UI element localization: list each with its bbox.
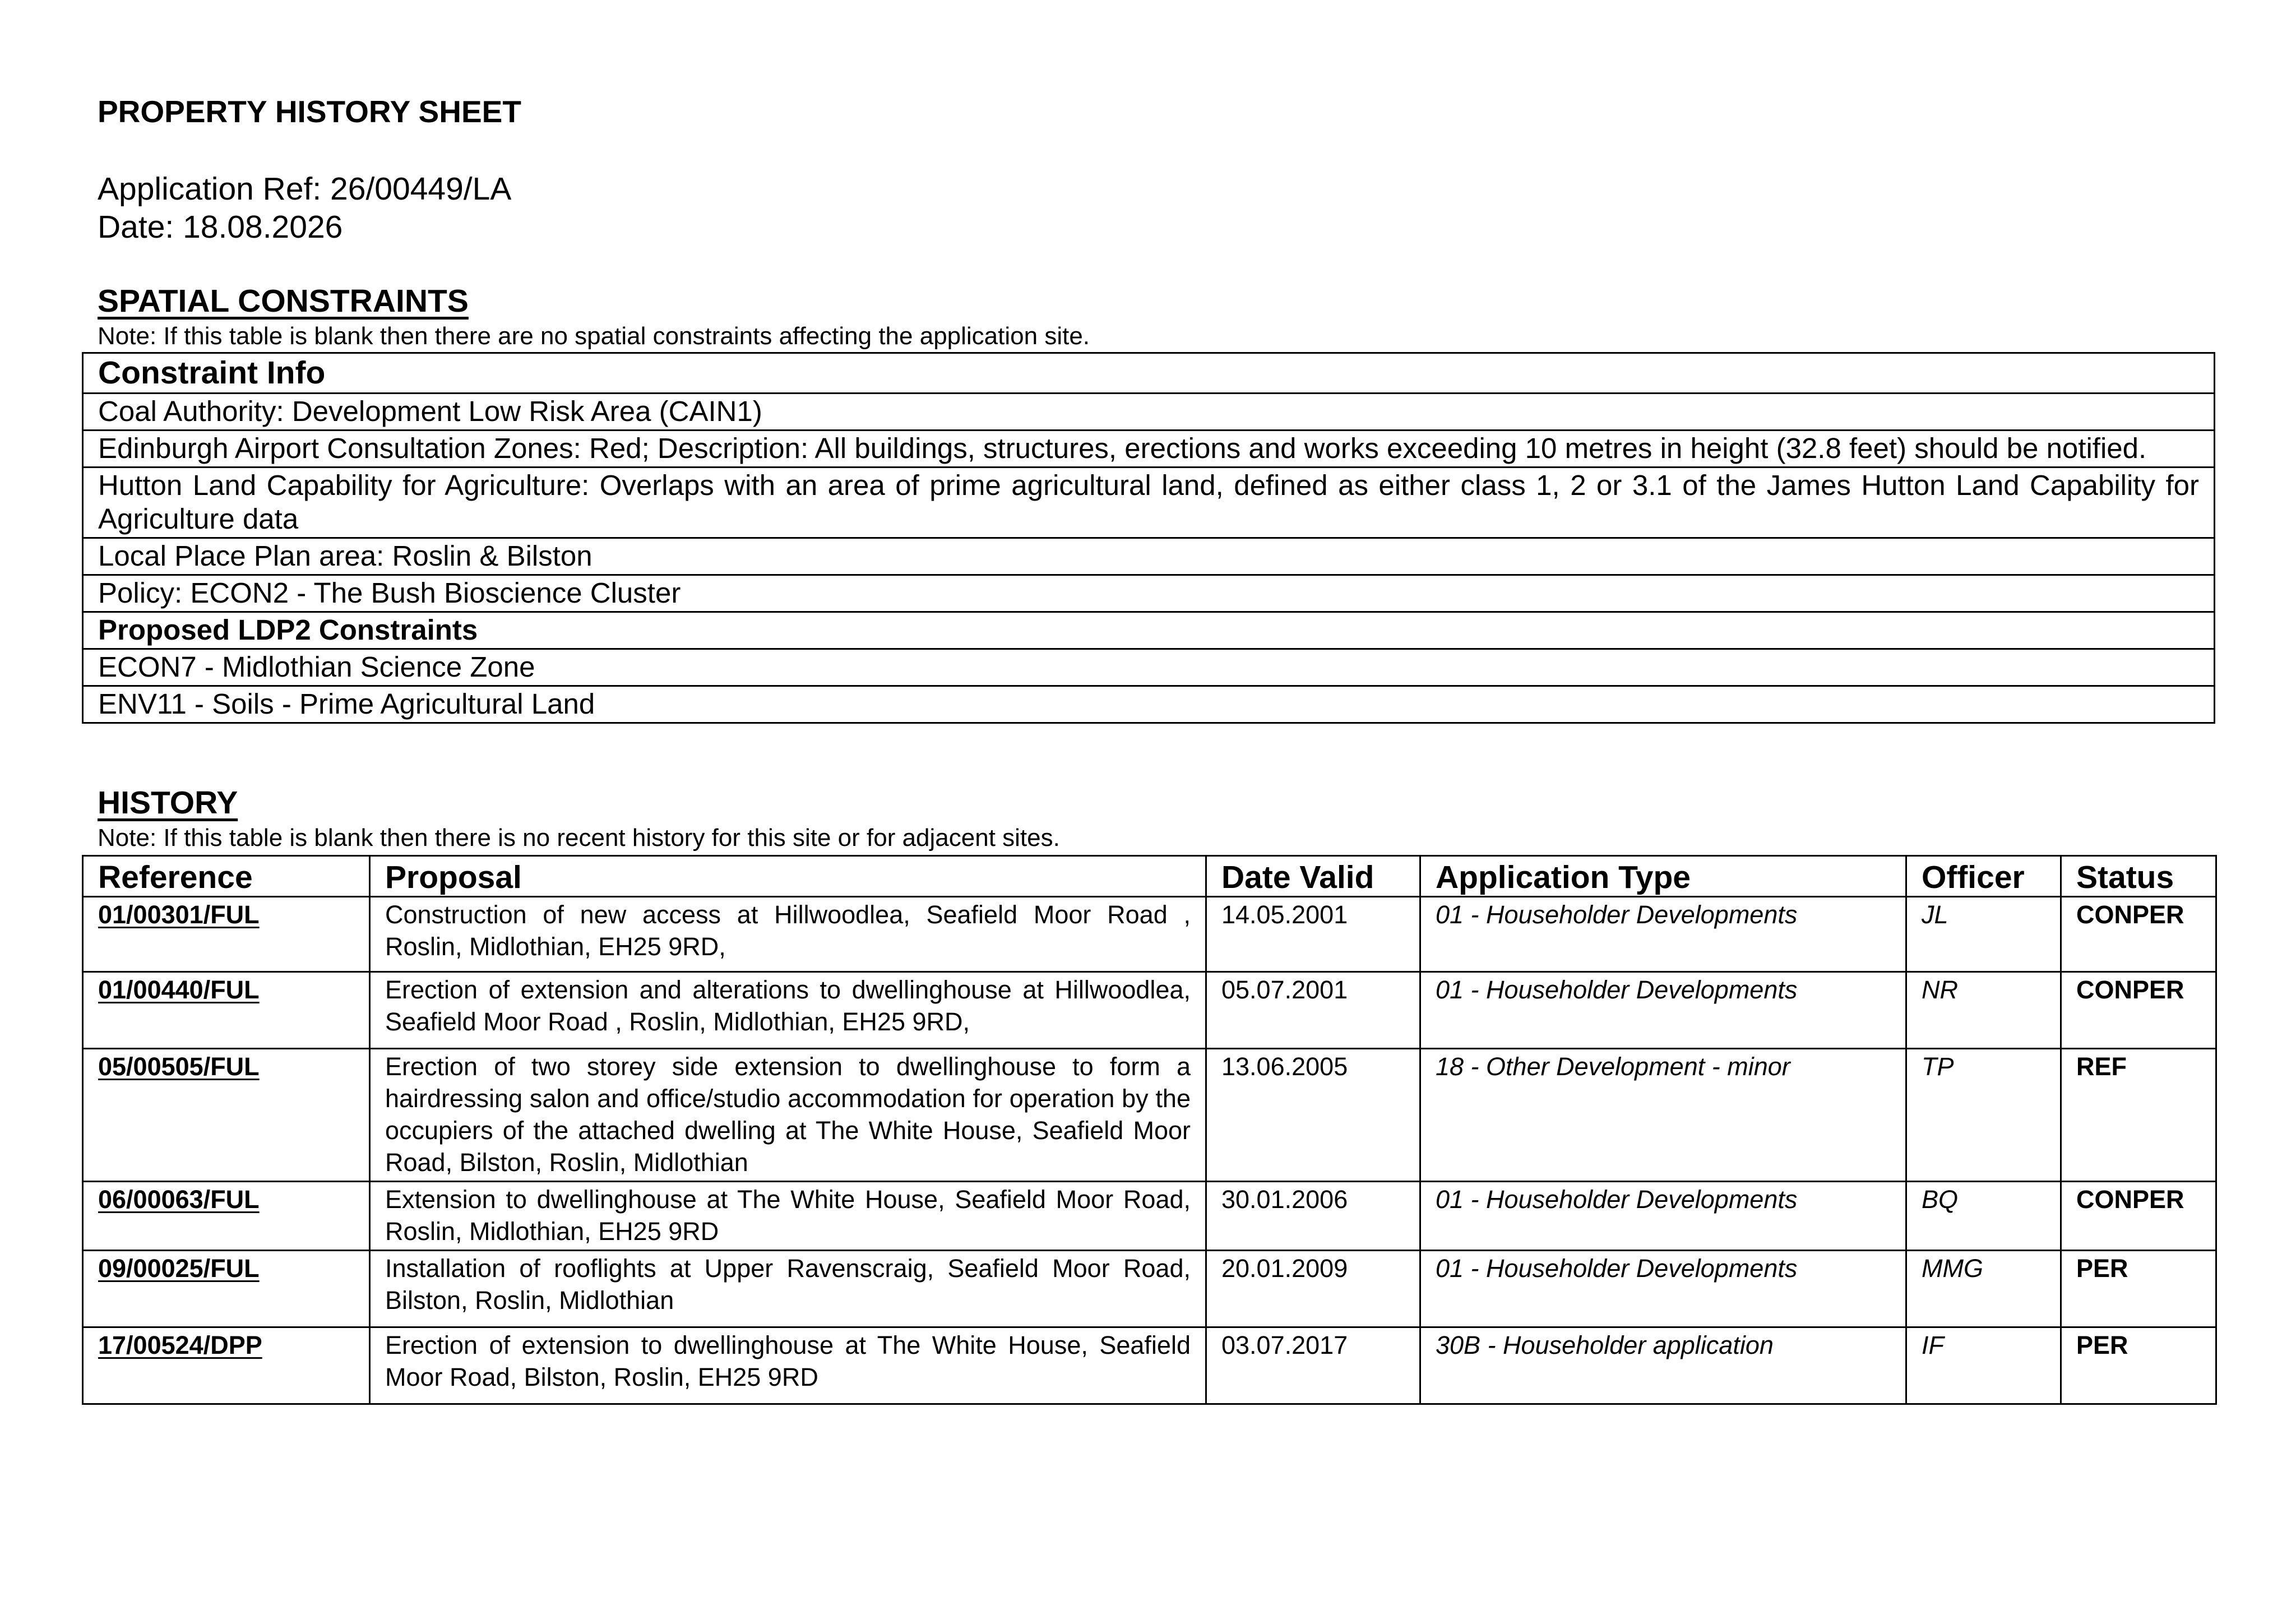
reference-link[interactable]: 09/00025/FUL bbox=[83, 1251, 370, 1327]
history-row bbox=[83, 972, 2216, 1049]
reference-link[interactable]: 05/00505/FUL bbox=[83, 1049, 370, 1182]
constraint-row bbox=[83, 575, 2215, 612]
application-type-cell: 01 - Householder Developments bbox=[1420, 897, 1906, 972]
column-header-reference: Reference bbox=[83, 856, 370, 897]
constraint-row bbox=[83, 394, 2215, 431]
date-valid-cell: 14.05.2001 bbox=[1206, 897, 1420, 972]
status-cell: PER bbox=[2061, 1327, 2216, 1404]
constraint-row bbox=[83, 649, 2215, 686]
history-table bbox=[82, 855, 2217, 1405]
history-row bbox=[83, 1327, 2216, 1404]
officer-cell: JL bbox=[1906, 897, 2061, 972]
document-title: PROPERTY HISTORY SHEET bbox=[98, 94, 521, 129]
proposal-cell: Erection of extension to dwellinghouse at The White House, Seafield Moor Road, Bilston, Roslin, EH25 9RD bbox=[370, 1327, 1206, 1404]
officer-cell: TP bbox=[1906, 1049, 2061, 1182]
officer-cell: IF bbox=[1906, 1327, 2061, 1404]
spatial-constraints-heading: SPATIAL CONSTRAINTS bbox=[98, 283, 469, 319]
history-row bbox=[83, 1182, 2216, 1251]
proposal-cell: Extension to dwellinghouse at The White House, Seafield Moor Road, Roslin, Midlothian, EH25 9RD bbox=[370, 1182, 1206, 1251]
constraint-cell: ENV11 - Soils - Prime Agricultural Land bbox=[83, 686, 2215, 723]
proposal-cell: Installation of rooflights at Upper Ravenscraig, Seafield Moor Road, Bilston, Roslin, Midlothian bbox=[370, 1251, 1206, 1327]
column-header-date-valid: Date Valid bbox=[1206, 856, 1420, 897]
reference-link[interactable]: 06/00063/FUL bbox=[83, 1182, 370, 1251]
constraint-row bbox=[83, 431, 2215, 468]
constraint-cell: Policy: ECON2 - The Bush Bioscience Cluster bbox=[83, 575, 2215, 612]
status-cell: REF bbox=[2061, 1049, 2216, 1182]
application-type-cell: 01 - Householder Developments bbox=[1420, 1251, 1906, 1327]
officer-cell: NR bbox=[1906, 972, 2061, 1049]
history-row bbox=[83, 1251, 2216, 1327]
constraints-header-row bbox=[83, 353, 2215, 394]
date-valid-cell: 05.07.2001 bbox=[1206, 972, 1420, 1049]
date-valid-cell: 20.01.2009 bbox=[1206, 1251, 1420, 1327]
application-type-cell: 01 - Householder Developments bbox=[1420, 972, 1906, 1049]
history-row bbox=[83, 1049, 2216, 1182]
status-cell: CONPER bbox=[2061, 972, 2216, 1049]
proposal-cell: Construction of new access at Hillwoodlea, Seafield Moor Road , Roslin, Midlothian, EH25 9RD, bbox=[370, 897, 1206, 972]
constraint-cell: Local Place Plan area: Roslin & Bilston bbox=[83, 538, 2215, 575]
date-valid-cell: 03.07.2017 bbox=[1206, 1327, 1420, 1404]
history-row bbox=[83, 897, 2216, 972]
ldp2-header-row bbox=[83, 612, 2215, 649]
reference-link[interactable]: 17/00524/DPP bbox=[83, 1327, 370, 1404]
constraints-table bbox=[82, 352, 2215, 724]
status-cell: CONPER bbox=[2061, 1182, 2216, 1251]
application-type-cell: 01 - Householder Developments bbox=[1420, 1182, 1906, 1251]
column-header-status: Status bbox=[2061, 856, 2216, 897]
application-date: Date: 18.08.2026 bbox=[98, 209, 343, 245]
reference-link[interactable]: 01/00301/FUL bbox=[83, 897, 370, 972]
application-ref: Application Ref: 26/00449/LA bbox=[98, 171, 512, 207]
constraint-cell: ECON7 - Midlothian Science Zone bbox=[83, 649, 2215, 686]
column-header-proposal: Proposal bbox=[370, 856, 1206, 897]
history-heading: HISTORY bbox=[98, 785, 238, 821]
constraint-cell: Coal Authority: Development Low Risk Area (CAIN1) bbox=[83, 394, 2215, 431]
date-valid-cell: 13.06.2005 bbox=[1206, 1049, 1420, 1182]
column-header-application-type: Application Type bbox=[1420, 856, 1906, 897]
constraint-info-header: Constraint Info bbox=[83, 353, 2215, 394]
constraint-cell: Hutton Land Capability for Agriculture: Overlaps with an area of prime agricultural land, defined as either class 1, 2 or 3.1 of the James Hutton Land Capability for Agriculture data bbox=[83, 468, 2215, 538]
history-note: Note: If this table is blank then there is no recent history for this site or for adjacent sites. bbox=[98, 824, 1060, 852]
date-valid-cell: 30.01.2006 bbox=[1206, 1182, 1420, 1251]
proposal-cell: Erection of two storey side extension to dwellinghouse to form a hairdressing salon and office/studio accommodation for operation by the occupiers of the attached dwelling at The White House, Seafield Moor Road, Bilston, Roslin, Midlothian bbox=[370, 1049, 1206, 1182]
application-type-cell: 18 - Other Development - minor bbox=[1420, 1049, 1906, 1182]
constraint-cell: Edinburgh Airport Consultation Zones: Red; Description: All buildings, structures, erections and works exceeding 10 metres in height (32.8 feet) should be notified. bbox=[83, 431, 2215, 468]
constraint-row bbox=[83, 538, 2215, 575]
ldp2-constraints-header: Proposed LDP2 Constraints bbox=[83, 612, 2215, 649]
status-cell: CONPER bbox=[2061, 897, 2216, 972]
reference-link[interactable]: 01/00440/FUL bbox=[83, 972, 370, 1049]
spatial-constraints-note: Note: If this table is blank then there are no spatial constraints affecting the application site. bbox=[98, 322, 1090, 350]
status-cell: PER bbox=[2061, 1251, 2216, 1327]
application-type-cell: 30B - Householder application bbox=[1420, 1327, 1906, 1404]
column-header-officer: Officer bbox=[1906, 856, 2061, 897]
history-header-row bbox=[83, 856, 2216, 897]
constraint-row bbox=[83, 686, 2215, 723]
constraint-row bbox=[83, 468, 2215, 538]
officer-cell: BQ bbox=[1906, 1182, 2061, 1251]
officer-cell: MMG bbox=[1906, 1251, 2061, 1327]
proposal-cell: Erection of extension and alterations to dwellinghouse at Hillwoodlea, Seafield Moor Road , Roslin, Midlothian, EH25 9RD, bbox=[370, 972, 1206, 1049]
